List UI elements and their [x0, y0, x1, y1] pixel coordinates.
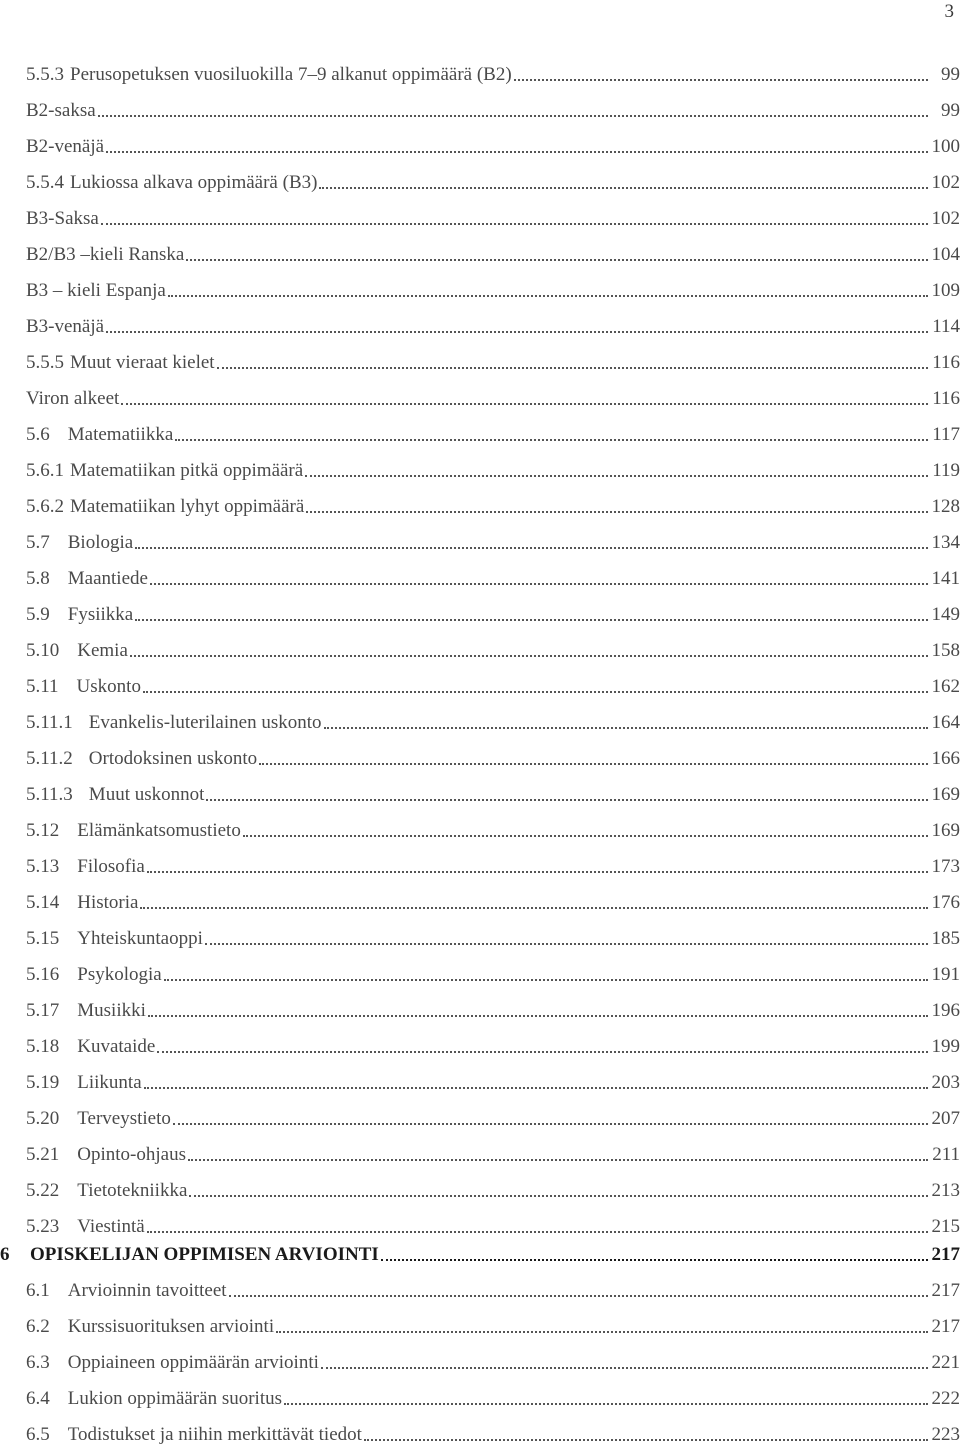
toc-entry-title: Ortodoksinen uskonto [88, 748, 258, 769]
toc-entry-title: Oppiaineen oppimäärän arviointi [67, 1352, 319, 1373]
toc-entry-page: 191 [931, 964, 960, 985]
toc-dot-leader [157, 1051, 928, 1053]
toc-entry-number: 5.18 [26, 1036, 60, 1057]
toc-entry-number: 5.14 [26, 892, 60, 913]
toc-entry[interactable] [0, 1242, 960, 1268]
toc-entry-page: 149 [931, 604, 960, 625]
toc-entry-page: 185 [931, 928, 960, 949]
toc-entry-page: 215 [931, 1216, 960, 1237]
toc-entry-number: 5.17 [26, 1000, 60, 1021]
toc-dot-leader [259, 763, 928, 765]
toc-entry-title: Todistukset ja niihin merkittävät tiedot [67, 1424, 362, 1445]
toc-dot-leader [140, 907, 928, 909]
toc-entry-title: Kemia [77, 640, 128, 661]
toc-entry-title: B3-venäjä [26, 316, 105, 337]
toc-entry-number: 6.4 [26, 1388, 50, 1409]
toc-entry-title: Psykologia [77, 964, 162, 985]
toc-entry[interactable] [26, 1314, 960, 1340]
toc-entry-title: Lukion oppimäärän suoritus [67, 1388, 282, 1409]
toc-dot-leader [306, 511, 928, 513]
toc-entry-title: Historia [77, 892, 139, 913]
toc-entry[interactable] [26, 422, 960, 448]
toc-entry-title: Fysiikka [67, 604, 134, 625]
toc-entry[interactable] [26, 854, 960, 880]
toc-entry-page: 162 [931, 676, 960, 697]
toc-dot-leader [321, 1367, 928, 1369]
toc-entry-title: B2-saksa [26, 100, 96, 121]
toc-entry-number: 5.16 [26, 964, 60, 985]
toc-entry-number: 5.11.3 [26, 784, 73, 805]
toc-entry[interactable] [26, 1214, 960, 1240]
toc-dot-leader [130, 655, 928, 657]
toc-entry-number: 5.19 [26, 1072, 60, 1093]
toc-entry[interactable] [26, 350, 960, 376]
toc-entry[interactable] [26, 134, 960, 160]
toc-dot-leader [381, 1259, 928, 1261]
toc-dot-leader [206, 799, 928, 801]
toc-entry-number: 5.11.1 [26, 712, 73, 733]
toc-dot-leader [148, 1015, 928, 1017]
toc-entry[interactable] [26, 746, 960, 772]
toc-entry-number: 5.11.2 [26, 748, 73, 769]
toc-dot-leader [217, 367, 928, 369]
toc-entry[interactable] [26, 710, 960, 736]
toc-dot-leader [135, 619, 928, 621]
toc-entry[interactable] [26, 602, 960, 628]
toc-entry-number: 6.5 [26, 1424, 50, 1445]
toc-dot-leader [144, 1087, 928, 1089]
toc-entry-page: 117 [932, 424, 960, 445]
toc-entry-title: Uskonto [76, 676, 141, 697]
toc-entry-page: 207 [931, 1108, 960, 1129]
toc-entry-number: 5.6.1 [26, 460, 64, 481]
toc-entry-title: Matematiikan lyhyt oppimäärä [70, 496, 305, 517]
toc-entry-number: 6 [0, 1244, 10, 1265]
toc-entry-page: 99 [941, 64, 960, 85]
toc-dot-leader [514, 79, 928, 81]
toc-entry-page: 164 [931, 712, 960, 733]
toc-entry-title: Yhteiskuntaoppi [77, 928, 203, 949]
toc-entry-page: 217 [931, 1280, 960, 1301]
toc-dot-leader [143, 691, 928, 693]
toc-entry-page: 114 [932, 316, 960, 337]
toc-dot-leader [205, 943, 928, 945]
toc-entry-title: Matematiikka [67, 424, 174, 445]
toc-dot-leader [173, 1123, 928, 1125]
toc-entry-title: OPISKELIJAN OPPIMISEN ARVIOINTI [30, 1244, 379, 1265]
toc-entry-page: 223 [931, 1424, 960, 1445]
toc-entry[interactable] [26, 494, 960, 520]
toc-dot-leader [305, 475, 928, 477]
toc-entry-title: B2-venäjä [26, 136, 105, 157]
toc-entry-title: Filosofia [77, 856, 145, 877]
toc-dot-leader [168, 295, 928, 297]
toc-entry[interactable] [26, 638, 960, 664]
toc-entry-number: 6.1 [26, 1280, 50, 1301]
page-number: 3 [944, 1, 954, 22]
toc-entry[interactable] [26, 1386, 960, 1412]
toc-entry-page: 99 [941, 100, 960, 121]
toc-dot-leader [186, 259, 928, 261]
toc-dot-leader [229, 1295, 928, 1297]
toc-entry-page: 102 [931, 172, 960, 193]
toc-entry[interactable] [26, 890, 960, 916]
toc-entry-page: 102 [931, 208, 960, 229]
toc-entry-title: Kurssisuorituksen arviointi [67, 1316, 275, 1337]
toc-entry-title: Elämänkatsomustieto [77, 820, 241, 841]
toc-dot-leader [276, 1331, 928, 1333]
toc-entry[interactable] [26, 530, 960, 556]
toc-entry-page: 128 [931, 496, 960, 517]
toc-entry-title: Musiikki [77, 1000, 146, 1021]
toc-entry[interactable] [26, 170, 960, 196]
toc-entry-page: 211 [932, 1144, 960, 1165]
toc-entry-number: 5.8 [26, 568, 50, 589]
toc-dot-leader [164, 979, 928, 981]
toc-entry-number: 5.11 [26, 676, 59, 697]
toc-entry-page: 221 [931, 1352, 960, 1373]
toc-dot-leader [175, 439, 928, 441]
toc-entry[interactable] [26, 1278, 960, 1304]
toc-entry-number: 5.9 [26, 604, 50, 625]
toc-entry-number: 6.2 [26, 1316, 50, 1337]
toc-entry[interactable] [26, 818, 960, 844]
toc-entry-number: 5.23 [26, 1216, 60, 1237]
toc-entry-page: 199 [931, 1036, 960, 1057]
toc-entry-title: Opinto-ohjaus [77, 1144, 186, 1165]
toc-entry-title: Lukiossa alkava oppimäärä (B3) [70, 172, 318, 193]
toc-entry[interactable] [26, 1178, 960, 1204]
toc-entry-number: 5.20 [26, 1108, 60, 1129]
toc-entry-number: 5.10 [26, 640, 60, 661]
toc-dot-leader [101, 223, 928, 225]
toc-entry-page: 104 [931, 244, 960, 265]
toc-entry-page: 173 [931, 856, 960, 877]
toc-entry-page: 158 [931, 640, 960, 661]
toc-entry-page: 222 [931, 1388, 960, 1409]
toc-dot-leader [364, 1439, 928, 1441]
toc-entry[interactable] [26, 62, 960, 88]
toc-dot-leader [121, 403, 928, 405]
toc-entry-page: 100 [931, 136, 960, 157]
toc-entry[interactable] [26, 458, 960, 484]
toc-entry-title: Kuvataide [77, 1036, 156, 1057]
toc-entry-page: 176 [931, 892, 960, 913]
toc-entry[interactable] [26, 1034, 960, 1060]
toc-dot-leader [98, 115, 928, 117]
toc-entry-page: 213 [931, 1180, 960, 1201]
toc-entry-page: 166 [931, 748, 960, 769]
toc-entry-number: 5.7 [26, 532, 50, 553]
toc-entry-title: Biologia [67, 532, 134, 553]
toc-entry[interactable] [26, 386, 960, 412]
toc-entry-number: 5.13 [26, 856, 60, 877]
toc-entry[interactable] [26, 278, 960, 304]
toc-entry-title: Perusopetuksen vuosiluokilla 7–9 alkanut oppimäärä (B2) [70, 64, 512, 85]
toc-entry[interactable] [26, 674, 960, 700]
toc-entry[interactable] [26, 1106, 960, 1132]
toc-entry-page: 134 [931, 532, 960, 553]
toc-entry-title: Liikunta [77, 1072, 142, 1093]
toc-entry[interactable] [26, 926, 960, 952]
toc-entry-number: 5.6.2 [26, 496, 64, 517]
toc-entry-page: 169 [931, 820, 960, 841]
toc-dot-leader [135, 547, 928, 549]
toc-entry-title: Muut uskonnot [88, 784, 205, 805]
toc-entry-page: 109 [931, 280, 960, 301]
toc-entry-number: 5.5.5 [26, 352, 64, 373]
toc-entry[interactable] [26, 962, 960, 988]
toc-entry-number: 5.15 [26, 928, 60, 949]
toc-entry-title: Evankelis-luterilainen uskonto [88, 712, 322, 733]
toc-entry-title: B3 – kieli Espanja [26, 280, 166, 301]
toc-entry-title: Arvioinnin tavoitteet [67, 1280, 227, 1301]
toc-dot-leader [106, 331, 928, 333]
toc-entry-page: 169 [931, 784, 960, 805]
toc-entry[interactable] [26, 206, 960, 232]
toc-dot-leader [188, 1159, 928, 1161]
toc-entry[interactable] [26, 1142, 960, 1168]
toc-entry-title: Tietotekniikka [77, 1180, 188, 1201]
toc-entry-page: 217 [931, 1316, 960, 1337]
toc-entry[interactable] [26, 242, 960, 268]
toc-entry-page: 119 [932, 460, 960, 481]
toc-dot-leader [284, 1403, 928, 1405]
toc-entry-page: 141 [931, 568, 960, 589]
toc-entry-title: B3-Saksa [26, 208, 99, 229]
toc-entry-page: 196 [931, 1000, 960, 1021]
toc-dot-leader [147, 1231, 928, 1233]
toc-entry-number: 5.5.4 [26, 172, 64, 193]
toc-entry-number: 5.12 [26, 820, 60, 841]
toc-entry-title: Viestintä [77, 1216, 145, 1237]
toc-entry-page: 203 [931, 1072, 960, 1093]
toc-entry-number: 5.5.3 [26, 64, 64, 85]
toc-entry[interactable] [26, 314, 960, 340]
toc-entry-title: Terveystieto [77, 1108, 171, 1129]
toc-entry-number: 5.6 [26, 424, 50, 445]
toc-dot-leader [324, 727, 929, 729]
toc-entry-title: B2/B3 –kieli Ranska [26, 244, 185, 265]
toc-entry[interactable] [26, 1070, 960, 1096]
toc-entry[interactable] [26, 1350, 960, 1376]
toc-entry-number: 5.22 [26, 1180, 60, 1201]
toc-entry[interactable] [26, 998, 960, 1024]
toc-entry-title: Viron alkeet [26, 388, 120, 409]
toc-entry-number: 5.21 [26, 1144, 60, 1165]
toc-entry[interactable] [26, 782, 960, 808]
toc-dot-leader [243, 835, 928, 837]
toc-dot-leader [106, 151, 928, 153]
toc-entry-title: Matematiikan pitkä oppimäärä [70, 460, 304, 481]
toc-dot-leader [189, 1195, 928, 1197]
toc-entry[interactable] [26, 566, 960, 592]
toc-entry-page: 116 [932, 352, 960, 373]
toc-dot-leader [150, 583, 928, 585]
toc-entry[interactable] [26, 98, 960, 124]
toc-entry-title: Muut vieraat kielet [70, 352, 215, 373]
toc-entry-number: 6.3 [26, 1352, 50, 1373]
toc-entry[interactable] [26, 1422, 960, 1448]
toc-dot-leader [147, 871, 928, 873]
toc-entry-title: Maantiede [67, 568, 148, 589]
toc-entry-page: 217 [931, 1244, 960, 1265]
toc-dot-leader [319, 187, 928, 189]
toc-entry-page: 116 [932, 388, 960, 409]
